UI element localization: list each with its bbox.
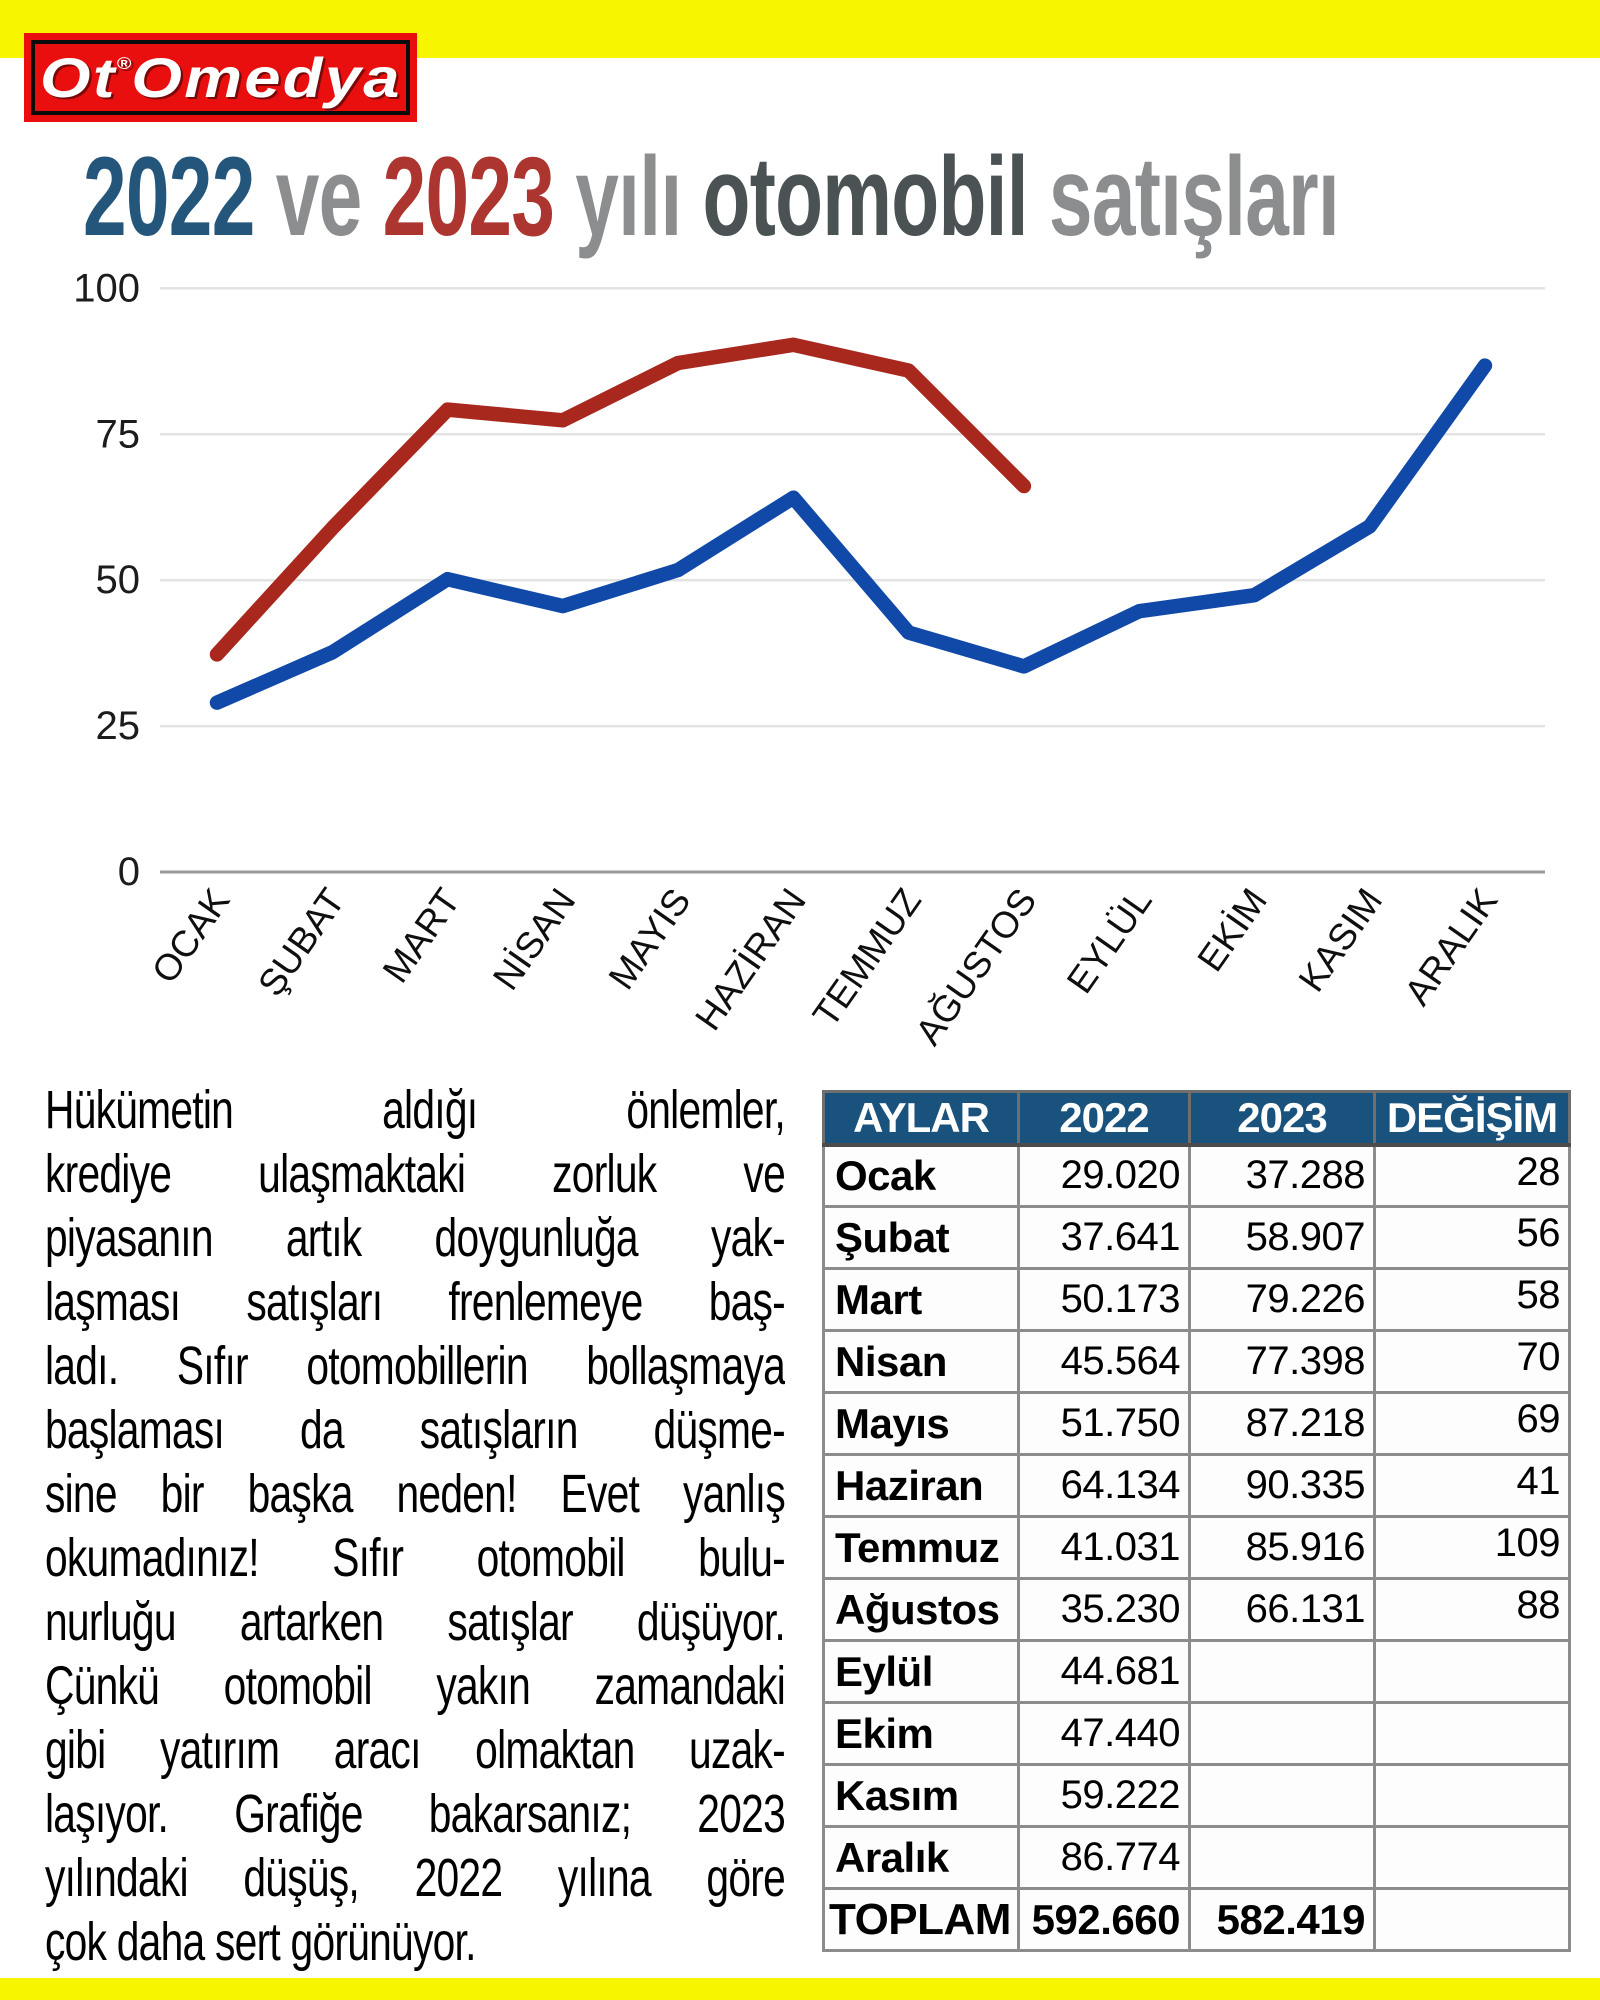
value-2022-cell: 64.134 bbox=[1019, 1455, 1190, 1517]
x-axis-label: ŞUBAT bbox=[250, 881, 353, 1004]
article-line: laşıyor. Grafiğe bakarsanız; 2023 bbox=[45, 1784, 785, 1844]
x-axis-label: EKİM bbox=[1189, 881, 1275, 979]
value-2023-cell bbox=[1190, 1765, 1375, 1827]
value-2022-cell: 44.681 bbox=[1019, 1641, 1190, 1703]
table-row bbox=[824, 1269, 1570, 1331]
x-axis-label: KASIM bbox=[1290, 881, 1391, 999]
x-axis-label: MART bbox=[374, 881, 469, 990]
value-2022-cell: 37.641 bbox=[1019, 1207, 1190, 1269]
y-tick-label: 0 bbox=[117, 850, 140, 894]
y-tick-label: 75 bbox=[95, 412, 140, 457]
article-text bbox=[45, 1078, 785, 1974]
sales-table bbox=[822, 1090, 1571, 1952]
article-line: çok daha sert görünüyor. bbox=[45, 1912, 476, 1972]
title-year-2022: 2022 bbox=[83, 134, 255, 259]
logo-text bbox=[40, 45, 402, 110]
value-2022-cell: 50.173 bbox=[1019, 1269, 1190, 1331]
article-line: Çünkü otomobil yakın zamandaki bbox=[45, 1656, 785, 1716]
total-label-cell: TOPLAM bbox=[824, 1889, 1019, 1951]
value-2023-cell: 90.335 bbox=[1190, 1455, 1375, 1517]
value-2022-cell: 59.222 bbox=[1019, 1765, 1190, 1827]
change-cell bbox=[1375, 1827, 1570, 1889]
value-2023-cell bbox=[1190, 1703, 1375, 1765]
table-row bbox=[824, 1455, 1570, 1517]
article-line: nurluğu artarken satışlar düşüyor. bbox=[45, 1592, 785, 1652]
y-tick-label: 50 bbox=[95, 558, 140, 603]
table-row bbox=[824, 1331, 1570, 1393]
title-yili: yılı bbox=[554, 134, 703, 259]
month-cell: Temmuz bbox=[824, 1517, 1019, 1579]
otomedya-logo bbox=[24, 33, 417, 122]
table-row bbox=[824, 1207, 1570, 1269]
month-cell: Eylül bbox=[824, 1641, 1019, 1703]
change-cell: 109 bbox=[1375, 1517, 1570, 1579]
title-year-2023: 2023 bbox=[382, 134, 555, 259]
series-2022-line bbox=[217, 366, 1485, 703]
change-cell: 69 bbox=[1375, 1393, 1570, 1455]
article-line: krediye ulaşmaktaki zorluk ve bbox=[45, 1144, 785, 1204]
y-tick-label: 100 bbox=[73, 266, 140, 311]
table-row bbox=[824, 1393, 1570, 1455]
article-line: yılındaki düşüş, 2022 yılına göre bbox=[45, 1848, 785, 1908]
value-2022-cell: 35.230 bbox=[1019, 1579, 1190, 1641]
x-axis-label: HAZİRAN bbox=[687, 881, 814, 1038]
total-2022-cell: 592.660 bbox=[1019, 1889, 1190, 1951]
month-cell: Kasım bbox=[824, 1765, 1019, 1827]
table-row bbox=[824, 1579, 1570, 1641]
article-line: okumadınız! Sıfır otomobil bulu- bbox=[45, 1528, 785, 1588]
col-header-2023: 2023 bbox=[1190, 1092, 1375, 1145]
series-2023-line bbox=[217, 345, 1024, 655]
change-cell: 41 bbox=[1375, 1455, 1570, 1517]
month-cell: Nisan bbox=[824, 1331, 1019, 1393]
article-line: piyasanın artık doygunluğa yak- bbox=[45, 1208, 785, 1268]
y-tick-label: 25 bbox=[95, 704, 140, 749]
month-cell: Şubat bbox=[824, 1207, 1019, 1269]
value-2022-cell: 29.020 bbox=[1019, 1145, 1190, 1207]
change-cell bbox=[1375, 1765, 1570, 1827]
month-cell: Aralık bbox=[824, 1827, 1019, 1889]
bottom-accent-bar bbox=[0, 1978, 1600, 2000]
value-2023-cell: 58.907 bbox=[1190, 1207, 1375, 1269]
value-2022-cell: 41.031 bbox=[1019, 1517, 1190, 1579]
change-cell: 58 bbox=[1375, 1269, 1570, 1331]
table-row bbox=[824, 1641, 1570, 1703]
value-2023-cell bbox=[1190, 1827, 1375, 1889]
x-axis-label: AĞUSTOS bbox=[907, 881, 1045, 1053]
value-2023-cell: 79.226 bbox=[1190, 1269, 1375, 1331]
change-cell: 56 bbox=[1375, 1207, 1570, 1269]
change-cell: 70 bbox=[1375, 1331, 1570, 1393]
month-cell: Ekim bbox=[824, 1703, 1019, 1765]
logo-text-pre: Ot bbox=[39, 46, 117, 109]
table-total-row bbox=[824, 1889, 1570, 1951]
chart-series bbox=[217, 345, 1485, 703]
article-line: laşması satışları frenlemeye baş- bbox=[45, 1272, 785, 1332]
article-line: ladı. Sıfır otomobillerin bollaşmaya bbox=[45, 1336, 785, 1396]
month-cell: Ocak bbox=[824, 1145, 1019, 1207]
value-2023-cell: 37.288 bbox=[1190, 1145, 1375, 1207]
x-axis-label: MAYIS bbox=[600, 881, 699, 997]
value-2022-cell: 45.564 bbox=[1019, 1331, 1190, 1393]
value-2022-cell: 86.774 bbox=[1019, 1827, 1190, 1889]
value-2022-cell: 47.440 bbox=[1019, 1703, 1190, 1765]
registered-trademark-icon: ® bbox=[116, 54, 132, 73]
x-axis-label: EYLÜL bbox=[1058, 881, 1160, 1001]
x-axis-label: TEMMUZ bbox=[804, 881, 930, 1035]
change-cell: 88 bbox=[1375, 1579, 1570, 1641]
month-cell: Haziran bbox=[824, 1455, 1019, 1517]
col-header-aylar: AYLAR bbox=[824, 1092, 1019, 1145]
article-line: sine bir başka neden! Evet yanlış bbox=[45, 1464, 785, 1524]
x-axis-label: ARALIK bbox=[1396, 881, 1506, 1013]
change-cell: 28 bbox=[1375, 1145, 1570, 1207]
month-cell: Mart bbox=[824, 1269, 1019, 1331]
table-row bbox=[824, 1703, 1570, 1765]
title-satislari: satışları bbox=[1027, 134, 1340, 259]
article-line: Hükümetin aldığı önlemler, bbox=[45, 1080, 785, 1140]
logo-text-post: Omedya bbox=[131, 46, 402, 109]
table-header-row bbox=[824, 1092, 1570, 1145]
month-cell: Ağustos bbox=[824, 1579, 1019, 1641]
change-cell bbox=[1375, 1703, 1570, 1765]
chart-y-tick-labels bbox=[73, 266, 140, 894]
table-row bbox=[824, 1145, 1570, 1207]
value-2023-cell bbox=[1190, 1641, 1375, 1703]
value-2023-cell: 85.916 bbox=[1190, 1517, 1375, 1579]
value-2023-cell: 87.218 bbox=[1190, 1393, 1375, 1455]
total-2023-cell: 582.419 bbox=[1190, 1889, 1375, 1951]
x-axis-label: OCAK bbox=[143, 881, 238, 991]
change-cell bbox=[1375, 1641, 1570, 1703]
total-change-cell bbox=[1375, 1889, 1570, 1951]
sales-line-chart bbox=[0, 230, 1600, 1060]
article-line: gibi yatırım aracı olmaktan uzak- bbox=[45, 1720, 785, 1780]
col-header-degisim: DEĞİŞİM bbox=[1375, 1092, 1570, 1145]
value-2023-cell: 77.398 bbox=[1190, 1331, 1375, 1393]
table-row bbox=[824, 1517, 1570, 1579]
value-2022-cell: 51.750 bbox=[1019, 1393, 1190, 1455]
title-otomobil: otomobil bbox=[702, 134, 1028, 259]
table-row bbox=[824, 1765, 1570, 1827]
chart-x-axis-labels bbox=[144, 881, 1506, 1052]
title-ve: ve bbox=[254, 134, 383, 259]
logo-frame bbox=[31, 40, 410, 115]
month-cell: Mayıs bbox=[824, 1393, 1019, 1455]
table-row bbox=[824, 1827, 1570, 1889]
value-2023-cell: 66.131 bbox=[1190, 1579, 1375, 1641]
x-axis-label: NİSAN bbox=[484, 881, 584, 998]
chart-gridlines bbox=[160, 288, 1545, 872]
article-line: başlaması da satışların düşme- bbox=[45, 1400, 785, 1460]
col-header-2022: 2022 bbox=[1019, 1092, 1190, 1145]
